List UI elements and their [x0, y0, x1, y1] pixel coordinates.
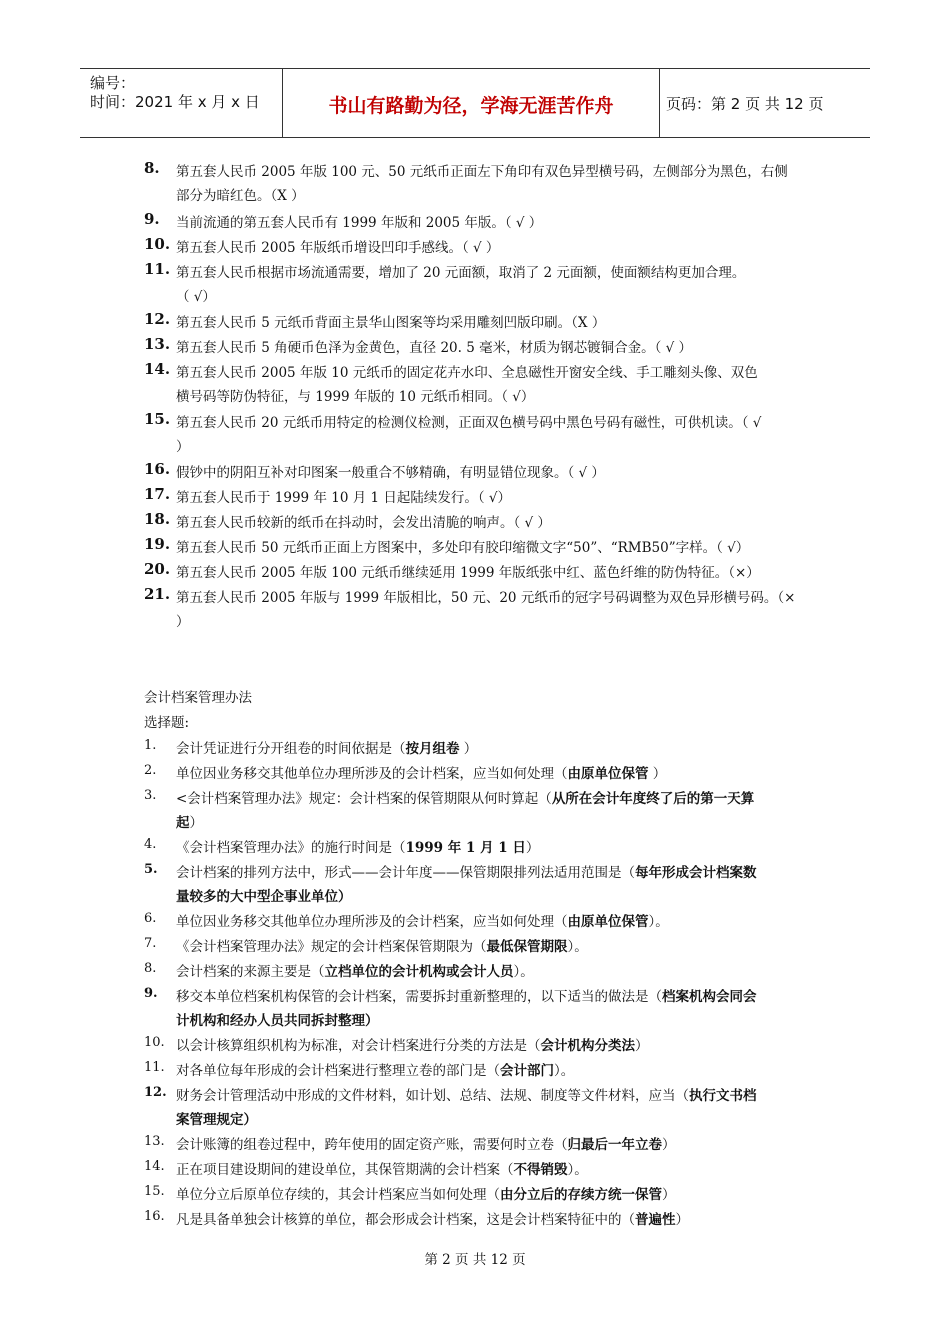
- choice-answer: 1999 年 1 月 1 日: [405, 840, 526, 856]
- question-text: （ √）: [176, 289, 216, 305]
- choice-answer: 立档单位的会计机构或会计人员: [324, 964, 514, 980]
- choice-text: <会计档案管理办法》规定：会计档案的保管期限从何时算起（从所在会计年度终了后的第一天算: [176, 791, 755, 807]
- choice-text: 移交本单位档案机构保管的会计档案，需要拆封重新整理的，以下适当的做法是（档案机构会同会: [176, 989, 757, 1005]
- choice-number: 15.: [144, 1184, 165, 1199]
- choice-answer: 普遍性: [635, 1212, 676, 1228]
- choice-number: 10.: [144, 1035, 165, 1050]
- choice-number: 4.: [144, 837, 157, 852]
- question-text: 第五套人民币较新的纸币在抖动时，会发出清脆的响声。（ √ ）: [176, 515, 551, 531]
- choice-text: 会计档案的来源主要是（立档单位的会计机构或会计人员）。: [176, 964, 534, 980]
- choice-text: 会计凭证进行分开组卷的时间依据是（按月组卷 ）: [176, 741, 478, 757]
- choice-number: 5.: [144, 862, 158, 877]
- question-number: 19.: [144, 535, 171, 553]
- choice-number: 7.: [144, 936, 157, 951]
- question-text: 第五套人民币 2005 年版 10 元纸币的固定花卉水印、全息磁性开窗安全线、手工雕刻头像、双色: [176, 365, 758, 381]
- section-subtitle: 选择题:: [144, 715, 190, 731]
- choice-answer: 由分立后的存续方统一保管: [500, 1187, 662, 1203]
- choice-answer: 量较多的大中型企事业单位）: [176, 889, 352, 905]
- choice-answer: 从所在会计年度终了后的第一天算: [551, 791, 755, 807]
- question-text: 第五套人民币 2005 年版与 1999 年版相比，50 元、20 元纸币的冠字号码调整为双色异形横号码。（×: [176, 590, 796, 606]
- question-text: 当前流通的第五套人民币有 1999 年版和 2005 年版。（ √ ）: [176, 215, 543, 231]
- choice-number: 9.: [144, 986, 158, 1001]
- question-text: 第五套人民币 50 元纸币正面上方图案中，多处印有胶印缩微文字“50”、“RMB50”字样。（ √）: [176, 540, 750, 556]
- choice-text: 以会计核算组织机构为标准，对会计档案进行分类的方法是（会计机构分类法）: [176, 1038, 649, 1054]
- question-number: 21.: [144, 585, 171, 603]
- header-motto-cell: [283, 69, 660, 137]
- choice-text: 单位因业务移交其他单位办理所涉及的会计档案，应当如何处理（由原单位保管）。: [176, 914, 669, 930]
- question-text: ）: [176, 614, 190, 630]
- question-number: 14.: [144, 360, 171, 378]
- choice-answer: 最低保管期限: [486, 939, 568, 955]
- question-number: 16.: [144, 460, 171, 478]
- choice-text: 会计档案的排列方法中，形式——会计年度——保管期限排列法适用范围是（每年形成会计档案数: [176, 865, 757, 881]
- question-text: 第五套人民币 5 角硬币色泽为金黄色，直径 20. 5 毫米，材质为钢芯镀铜合金。（ √ ）: [176, 340, 693, 356]
- document-time-label: 时间：2021 年 x 月 x 日: [90, 93, 260, 111]
- choice-text: 《会计档案管理办法》规定的会计档案保管期限为（最低保管期限）。: [176, 939, 588, 955]
- choice-number: 12.: [144, 1085, 167, 1100]
- choice-text: 财务会计管理活动中形成的文件材料，如计划、总结、法规、制度等文件材料，应当（执行文书档: [176, 1088, 757, 1104]
- choice-number: 6.: [144, 911, 157, 926]
- choice-answer: 案管理规定）: [176, 1112, 257, 1128]
- question-text: 第五套人民币于 1999 年 10 月 1 日起陆续发行。（ √）: [176, 490, 512, 506]
- choice-text: [176, 885, 352, 905]
- question-text: 第五套人民币 2005 年版 100 元、50 元纸币正面左下角印有双色异型横号码，左侧部分为黑色，右侧: [176, 164, 788, 180]
- choice-text: 《会计档案管理办法》的施行时间是（1999 年 1 月 1 日）: [176, 840, 540, 856]
- question-number: 13.: [144, 335, 171, 353]
- choice-answer: 计机构和经办人员共同拆封整理）: [176, 1013, 379, 1029]
- question-text: 部分为暗红色。（X ）: [176, 188, 305, 204]
- choice-number: 13.: [144, 1134, 165, 1149]
- choice-answer: 每年形成会计档案数: [635, 865, 757, 881]
- choice-number: 11.: [144, 1060, 165, 1075]
- question-text: 横号码等防伪特征，与 1999 年版的 10 元纸币相同。（ √）: [176, 389, 535, 405]
- choice-text: 起）: [176, 815, 203, 831]
- header-page-cell: [660, 69, 870, 137]
- question-number: 18.: [144, 510, 171, 528]
- choice-answer: 由原单位保管: [567, 914, 649, 930]
- choice-number: 1.: [144, 738, 157, 753]
- choice-text: 单位因业务移交其他单位办理所涉及的会计档案，应当如何处理（由原单位保管 ）: [176, 766, 667, 782]
- question-text: ）: [176, 439, 190, 455]
- choice-number: 2.: [144, 763, 157, 778]
- question-text: 第五套人民币 20 元纸币用特定的检测仪检测，正面双色横号码中黑色号码有磁性，可供机读。（ √: [176, 415, 762, 431]
- choice-answer: 归最后一年立卷: [567, 1137, 662, 1153]
- question-text: 第五套人民币 2005 年版 100 元纸币继续延用 1999 年版纸张中红、蓝色纤维的防伪特征。（×）: [176, 565, 760, 581]
- question-number: 9.: [144, 210, 160, 228]
- choice-number: 16.: [144, 1209, 165, 1224]
- question-number: 17.: [144, 485, 171, 503]
- choice-text: 对各单位每年形成的会计档案进行整理立卷的部门是（会计部门）。: [176, 1063, 575, 1079]
- question-number: 8.: [144, 159, 160, 177]
- choice-answer: 起: [176, 815, 190, 831]
- question-text: 假钞中的阴阳互补对印图案一般重合不够精确，有明显错位现象。（ √ ）: [176, 465, 605, 481]
- question-number: 10.: [144, 235, 171, 253]
- section-title: 会计档案管理办法: [144, 690, 252, 706]
- question-text: 第五套人民币根据市场流通需要，增加了 20 元面额，取消了 2 元面额，使面额结构更加合理。: [176, 265, 746, 281]
- header-left-cell: [80, 69, 283, 137]
- choice-text: 正在项目建设期间的建设单位，其保管期满的会计档案（不得销毁）。: [176, 1162, 588, 1178]
- choice-answer: 不得销毁: [513, 1162, 568, 1178]
- choice-text: 会计账簿的组卷过程中，跨年使用的固定资产账，需要何时立卷（归最后一年立卷）: [176, 1137, 676, 1153]
- question-text: 第五套人民币 2005 年版纸币增设凹印手感线。（ √ ）: [176, 240, 500, 256]
- question-number: 11.: [144, 260, 171, 278]
- choice-answer: 会计机构分类法: [540, 1038, 635, 1054]
- question-number: 12.: [144, 310, 171, 328]
- question-number: 15.: [144, 410, 171, 428]
- choice-answer: 执行文书档: [689, 1088, 757, 1104]
- choice-text: [176, 1009, 379, 1029]
- choice-answer: 按月组卷: [405, 741, 460, 757]
- choice-text: 单位分立后原单位存续的，其会计档案应当如何处理（由分立后的存续方统一保管）: [176, 1187, 676, 1203]
- question-text: 第五套人民币 5 元纸币背面主景华山图案等均采用雕刻凹版印刷。（X ）: [176, 315, 606, 331]
- choice-answer: 由原单位保管: [567, 766, 649, 782]
- document-number-label: 编号：: [90, 74, 136, 92]
- choice-number: 14.: [144, 1159, 165, 1174]
- choice-answer: 会计部门: [500, 1063, 554, 1079]
- choice-text: [176, 1108, 257, 1128]
- page-header: [80, 68, 870, 138]
- choice-text: 凡是具备单独会计核算的单位，都会形成会计档案，这是会计档案特征中的（普遍性）: [176, 1212, 689, 1228]
- header-page-number: 页码：第 2 页 共 12 页: [666, 95, 824, 113]
- header-motto: 书山有路勤为径，学海无涯苦作舟: [328, 95, 614, 117]
- choice-answer: 档案机构会同会: [662, 989, 757, 1005]
- choice-number: 8.: [144, 961, 157, 976]
- page-footer: 第 2 页 共 12 页: [424, 1252, 526, 1268]
- choice-number: 3.: [144, 788, 157, 803]
- question-number: 20.: [144, 560, 171, 578]
